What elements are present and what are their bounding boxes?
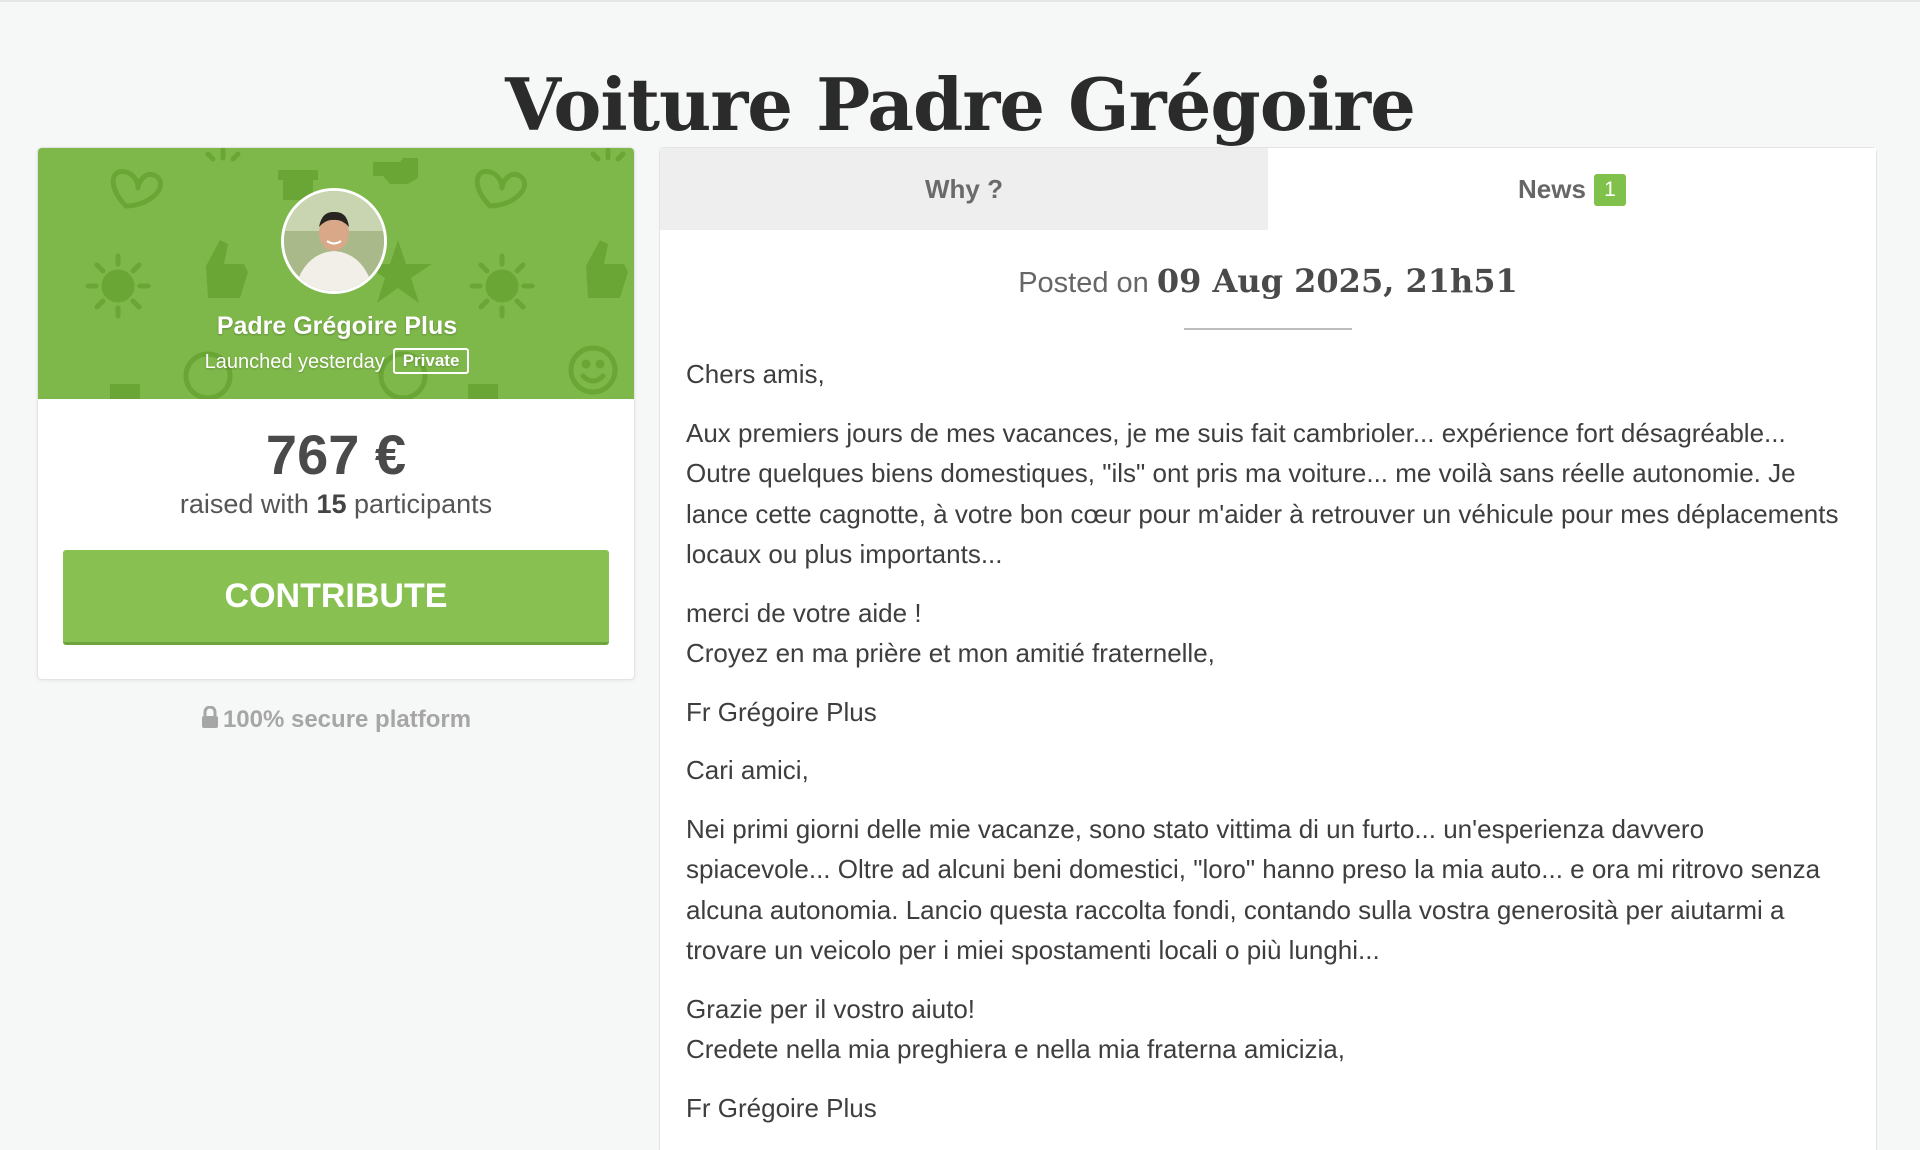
thumbs-up-icon bbox=[586, 240, 628, 298]
launch-date: Launched yesterday bbox=[204, 351, 385, 373]
page-title: Voiture Padre Grégoire bbox=[505, 62, 1415, 148]
posted-prefix: Posted on bbox=[1018, 267, 1149, 299]
post-line: Cari amici, bbox=[686, 755, 809, 785]
sun-icon bbox=[472, 256, 532, 316]
secure-label: 100% secure platform bbox=[222, 706, 472, 733]
post-line: Chers amis, bbox=[686, 359, 825, 389]
tab-news-label: News bbox=[1518, 174, 1586, 204]
post-paragraph bbox=[686, 1088, 1850, 1129]
raised-summary bbox=[38, 489, 634, 520]
news-count-badge: 1 bbox=[1594, 174, 1626, 206]
post-line: Fr Grégoire Plus bbox=[686, 1092, 877, 1123]
thumbs-up-icon bbox=[206, 240, 248, 298]
post-paragraph bbox=[686, 692, 1850, 733]
post-meta bbox=[660, 262, 1876, 300]
contribute-button[interactable]: CONTRIBUTE bbox=[63, 550, 609, 645]
post-line: Croyez en ma prière et mon amitié fraternelle, bbox=[686, 638, 1215, 668]
participant-count: 15 bbox=[316, 489, 347, 519]
tab-news[interactable] bbox=[1268, 148, 1876, 230]
sun-icon bbox=[208, 150, 623, 159]
launch-info bbox=[38, 348, 634, 374]
post-line: Nei primi giorni delle mie vacanze, sono stato vittima di un furto... un'esperienza davvero spiacevole... Oltre ad alcuni beni domestici, "loro" hanno preso la mia auto... e ora mi ritrovo senza alcuna autonomia. Lancio questa raccolta fondi, contando sulla vostra generosità per aiutarmi a trovare un veicolo per i miei spostamenti locali o più lunghi... bbox=[686, 813, 1821, 965]
post-paragraph bbox=[686, 593, 1850, 674]
participants-suffix: participants bbox=[354, 489, 493, 519]
post-paragraph bbox=[686, 989, 1850, 1070]
post-body bbox=[660, 330, 1876, 1128]
thumbs-up-icon bbox=[373, 158, 418, 184]
tab-why-label: Why ? bbox=[925, 174, 1003, 204]
sun-icon bbox=[88, 256, 148, 316]
campaign-card bbox=[37, 147, 635, 680]
campaign-banner bbox=[38, 148, 634, 399]
post-line: Grazie per il vostro aiuto! bbox=[686, 993, 976, 1024]
campaign-sidebar bbox=[37, 147, 635, 735]
post-line: Aux premiers jours de mes vacances, je me suis fait cambrioler... expérience fort désagréable... Outre quelques biens domestiques, "ils" ont pris ma voiture... me voilà sans réelle autonomie. Je lance cette cagnotte, à votre bon cœur pour m'aider à retrouver un véhicule pour mes déplacements locaux ou plus importants... bbox=[686, 417, 1839, 569]
organizer-name[interactable]: Padre Grégoire Plus bbox=[216, 312, 458, 340]
post-paragraph bbox=[686, 413, 1850, 575]
post-line: merci de votre aide ! bbox=[686, 597, 922, 628]
private-badge: Private bbox=[393, 348, 470, 374]
tab-why[interactable] bbox=[660, 148, 1268, 230]
secure-platform bbox=[37, 706, 635, 735]
organizer-avatar[interactable] bbox=[281, 188, 387, 294]
post-paragraph bbox=[686, 354, 1850, 395]
post-line: Fr Grégoire Plus bbox=[686, 696, 877, 727]
amount-raised: 767 € bbox=[265, 423, 407, 486]
post-paragraph bbox=[686, 750, 1850, 791]
gift-icon bbox=[110, 384, 140, 399]
post-line: Credete nella mia preghiera e nella mia fraterna amicizia, bbox=[686, 1034, 1345, 1064]
tab-bar bbox=[660, 148, 1876, 230]
lock-icon bbox=[201, 706, 219, 735]
heart-icon bbox=[477, 171, 524, 206]
gift-icon bbox=[468, 384, 498, 399]
post-paragraph bbox=[686, 809, 1850, 971]
content-panel bbox=[659, 147, 1877, 1150]
raised-prefix: raised with bbox=[179, 489, 309, 519]
heart-icon bbox=[113, 171, 160, 206]
campaign-stats bbox=[38, 399, 634, 520]
post-date: 09 Aug 2025, 21h51 bbox=[1156, 262, 1518, 300]
avatar-photo bbox=[284, 191, 384, 291]
